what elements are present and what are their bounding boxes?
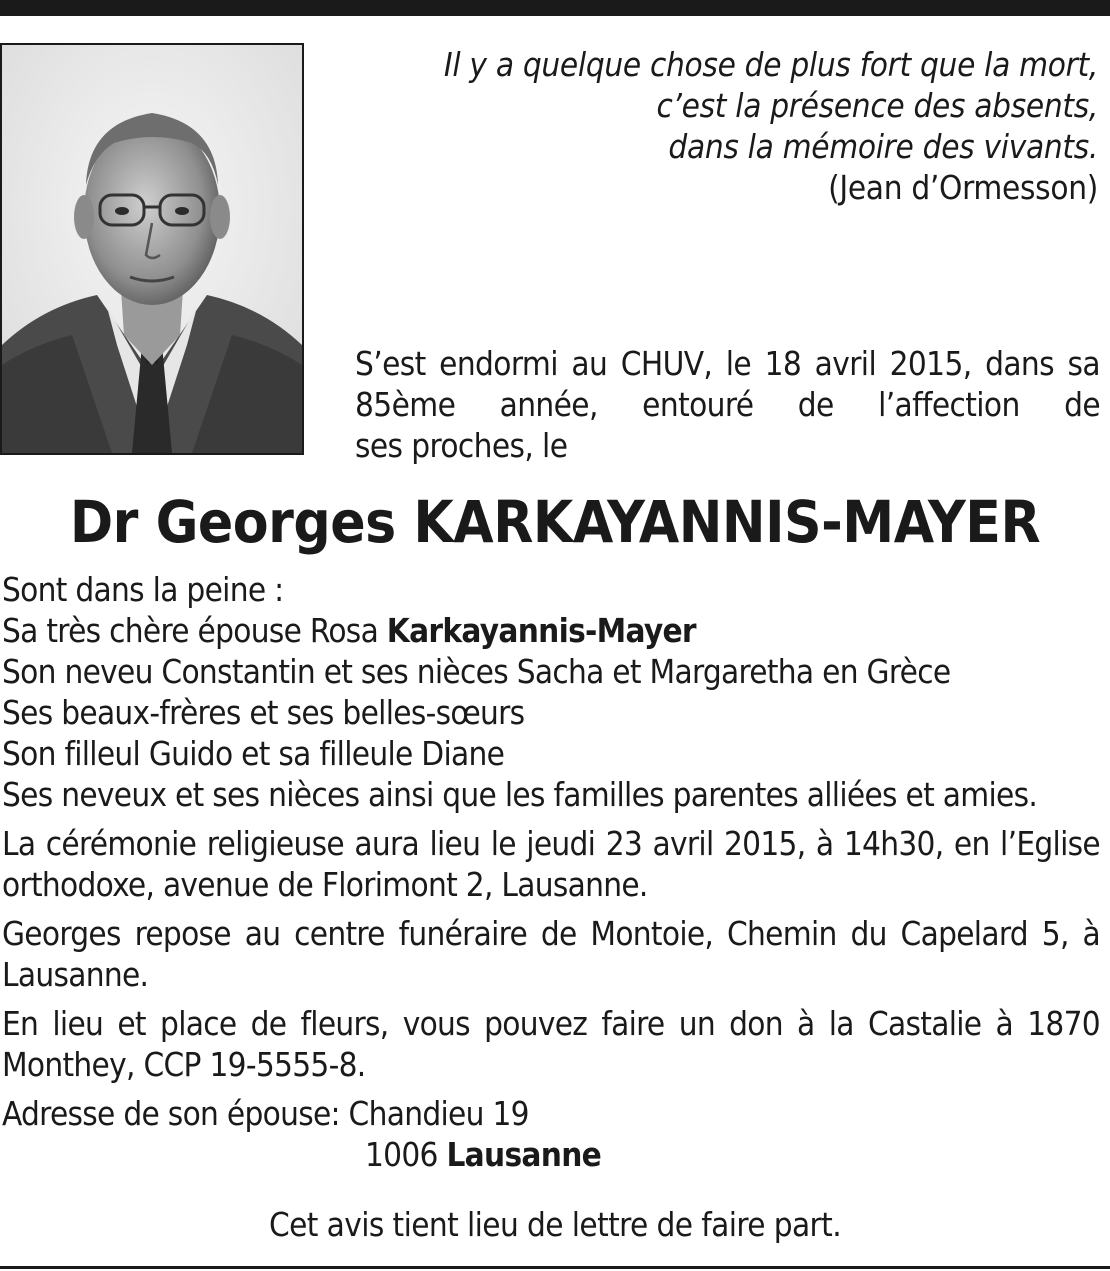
top-rule (0, 0, 1110, 16)
quote-line: Il y a quelque chose de plus fort que la mort, (443, 45, 1098, 84)
quote-line: dans la mémoire des vivants. (668, 127, 1098, 166)
mourners-heading: Sont dans la peine : (2, 570, 284, 609)
intro-line: S’est endormi au CHUV, le 18 avril 2015, dans sa (355, 344, 1100, 383)
spouse-line (2, 610, 1100, 651)
donation-paragraph: En lieu et place de fleurs, vous pouvez faire un don à la Castalie à 1870 Monthey, CCP 19-5555-8. (2, 1004, 1100, 1084)
death-announcement (355, 343, 1100, 466)
epigraph-quote (378, 44, 1098, 208)
address-city: Lausanne (446, 1135, 602, 1174)
deceased-name: Dr Georges KARKAYANNIS-MAYER (69, 488, 1041, 556)
spouse-prefix: Sa très chère épouse Rosa (2, 611, 387, 650)
address-city-line (2, 1134, 1100, 1175)
intro-line: ses proches, le (355, 426, 568, 465)
mourner-line: Son filleul Guido et sa filleule Diane (2, 734, 505, 773)
portrait-photo (0, 43, 304, 455)
quote-author: (Jean d’Ormesson) (828, 168, 1098, 207)
bottom-rule (0, 1266, 1110, 1269)
notice-body (2, 569, 1100, 1175)
portrait-illustration (2, 45, 302, 453)
closing-note: Cet avis tient lieu de lettre de faire part. (268, 1205, 842, 1244)
quote-line: c’est la présence des absents, (656, 86, 1098, 125)
mourner-line: Ses neveux et ses nièces ainsi que les familles parentes alliées et amies. (2, 775, 1038, 814)
repose-paragraph: Georges repose au centre funéraire de Montoie, Chemin du Capelard 5, à Lausanne. (2, 914, 1100, 994)
mourner-line: Ses beaux-frères et ses belles-sœurs (2, 693, 525, 732)
spouse-surname: Karkayannis-Mayer (386, 611, 696, 650)
mourner-line: Son neveu Constantin et ses nièces Sacha et Margaretha en Grèce (2, 652, 951, 691)
address-line: Adresse de son épouse: Chandieu 19 (2, 1094, 529, 1133)
intro-line: 85ème année, entouré de l’affection de (355, 385, 1100, 424)
address-postcode: 1006 (365, 1135, 447, 1174)
ceremony-paragraph: La cérémonie religieuse aura lieu le jeudi 23 avril 2015, à 14h30, en l’Eglise orthodoxe, avenue de Florimont 2, Lausanne. (2, 824, 1100, 904)
